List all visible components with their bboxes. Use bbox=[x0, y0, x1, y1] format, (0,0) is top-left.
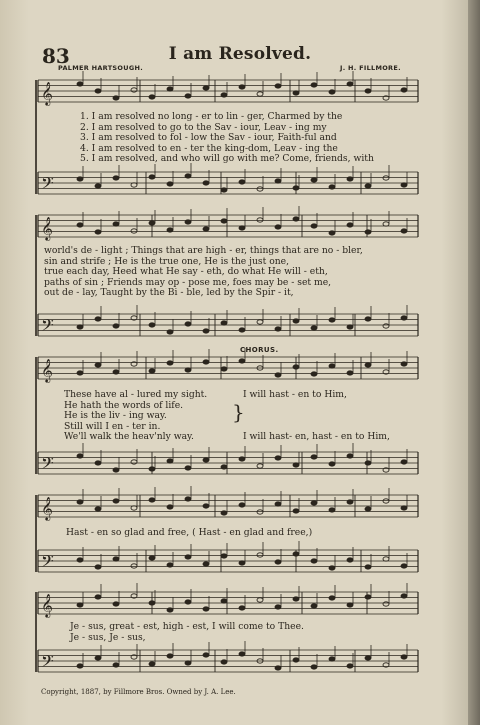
note-head bbox=[113, 499, 119, 503]
note-head bbox=[131, 183, 137, 187]
note-head bbox=[95, 461, 101, 465]
note-head bbox=[203, 181, 209, 185]
hymn-title: I am Resolved. bbox=[168, 44, 312, 64]
note-head bbox=[383, 222, 389, 226]
note-head bbox=[293, 91, 299, 95]
note-head bbox=[95, 595, 101, 599]
note-head bbox=[383, 557, 389, 561]
note-head bbox=[239, 606, 245, 610]
note-head bbox=[221, 93, 227, 97]
note-head bbox=[149, 498, 155, 502]
bass-clef-icon: 𝄢 bbox=[41, 651, 54, 675]
brace-glyph: } bbox=[232, 400, 245, 424]
note-head bbox=[329, 596, 335, 600]
treble-clef-icon: 𝄞 bbox=[41, 81, 53, 105]
note-head bbox=[239, 328, 245, 332]
treble-clef-icon: 𝄞 bbox=[41, 496, 53, 520]
bass-clef-icon: 𝄢 bbox=[41, 551, 54, 575]
note-head bbox=[293, 597, 299, 601]
note-head bbox=[95, 656, 101, 660]
note-head bbox=[77, 454, 83, 458]
note-head bbox=[257, 187, 263, 191]
note-head bbox=[275, 327, 281, 331]
note-head bbox=[131, 229, 137, 233]
note-head bbox=[257, 320, 263, 324]
note-head bbox=[257, 553, 263, 557]
note-head bbox=[347, 454, 353, 458]
note-head bbox=[113, 370, 119, 374]
note-head bbox=[401, 229, 407, 233]
note-head bbox=[113, 468, 119, 472]
note-head bbox=[167, 563, 173, 567]
note-head bbox=[329, 185, 335, 189]
note-head bbox=[347, 603, 353, 607]
note-head bbox=[185, 220, 191, 224]
note-head bbox=[203, 227, 209, 231]
chorus-lyrics-system-4: Hast - en so glad and free, ( Hast - en glad and free,) bbox=[66, 527, 313, 538]
note-head bbox=[275, 560, 281, 564]
note-head bbox=[239, 561, 245, 565]
note-head bbox=[77, 371, 83, 375]
note-head bbox=[203, 458, 209, 462]
note-head bbox=[365, 317, 371, 321]
note-head bbox=[167, 361, 173, 365]
note-head bbox=[113, 96, 119, 100]
note-head bbox=[149, 369, 155, 373]
note-head bbox=[293, 365, 299, 369]
note-head bbox=[149, 556, 155, 560]
note-head bbox=[401, 460, 407, 464]
note-head bbox=[221, 599, 227, 603]
note-head bbox=[149, 221, 155, 225]
note-head bbox=[293, 217, 299, 221]
chorus-lyrics-right: I will hast - en to Him, I will hast- en, hast - en to Him, bbox=[243, 389, 390, 443]
bass-clef-icon: 𝄢 bbox=[41, 315, 54, 339]
note-head bbox=[221, 219, 227, 223]
composer-credit: J. H. FILLMORE. bbox=[340, 64, 401, 72]
note-head bbox=[365, 184, 371, 188]
note-head bbox=[347, 371, 353, 375]
note-head bbox=[311, 501, 317, 505]
note-head bbox=[275, 502, 281, 506]
note-head bbox=[77, 177, 83, 181]
note-head bbox=[365, 89, 371, 93]
note-head bbox=[221, 511, 227, 515]
note-head bbox=[293, 186, 299, 190]
note-head bbox=[383, 499, 389, 503]
note-head bbox=[185, 94, 191, 98]
note-head bbox=[203, 653, 209, 657]
note-head bbox=[239, 457, 245, 461]
note-head bbox=[95, 507, 101, 511]
note-head bbox=[113, 557, 119, 561]
note-head bbox=[113, 324, 119, 328]
note-head bbox=[365, 461, 371, 465]
note-head bbox=[257, 218, 263, 222]
chorus-label: CHORUS. bbox=[240, 346, 279, 354]
note-head bbox=[329, 566, 335, 570]
note-head bbox=[401, 655, 407, 659]
note-head bbox=[383, 602, 389, 606]
page-number: 83 bbox=[42, 44, 70, 68]
note-head bbox=[113, 663, 119, 667]
note-head bbox=[401, 88, 407, 92]
note-head bbox=[275, 456, 281, 460]
note-head bbox=[221, 554, 227, 558]
note-head bbox=[221, 188, 227, 192]
note-head bbox=[185, 497, 191, 501]
note-head bbox=[311, 665, 317, 669]
note-head bbox=[239, 226, 245, 230]
note-head bbox=[365, 230, 371, 234]
note-head bbox=[401, 564, 407, 568]
note-head bbox=[275, 179, 281, 183]
note-head bbox=[77, 325, 83, 329]
note-head bbox=[167, 459, 173, 463]
note-head bbox=[347, 500, 353, 504]
note-head bbox=[365, 656, 371, 660]
note-head bbox=[113, 222, 119, 226]
note-head bbox=[401, 594, 407, 598]
note-head bbox=[221, 321, 227, 325]
note-head bbox=[77, 558, 83, 562]
note-head bbox=[311, 224, 317, 228]
note-head bbox=[329, 318, 335, 322]
note-head bbox=[167, 87, 173, 91]
treble-clef-icon: 𝄞 bbox=[41, 593, 53, 617]
note-head bbox=[293, 658, 299, 662]
note-head bbox=[77, 82, 83, 86]
note-head bbox=[329, 364, 335, 368]
note-head bbox=[347, 177, 353, 181]
note-head bbox=[311, 83, 317, 87]
note-head bbox=[365, 565, 371, 569]
note-head bbox=[329, 90, 335, 94]
note-head bbox=[131, 506, 137, 510]
note-head bbox=[347, 558, 353, 562]
note-head bbox=[185, 661, 191, 665]
note-head bbox=[311, 559, 317, 563]
note-head bbox=[131, 564, 137, 568]
note-head bbox=[365, 507, 371, 511]
note-head bbox=[167, 654, 173, 658]
note-head bbox=[77, 223, 83, 227]
note-head bbox=[401, 506, 407, 510]
note-head bbox=[221, 367, 227, 371]
note-head bbox=[365, 595, 371, 599]
note-head bbox=[275, 666, 281, 670]
chorus-lyrics-system-5: Je - sus, great - est, high - est, I will come to Thee. Je - sus, Je - sus, bbox=[70, 621, 304, 643]
copyright-footer: Copyright, 1887, by Fillmore Bros. Owned by J. A. Lee. bbox=[41, 688, 236, 696]
verse-lyrics-system-1: 1. I am resolved no long - er to lin - ger, Charmed by the 2. I am resolved to go to the Sav - iour, Leav - ing my 3. I am resolved to fol - low the Sav - iour, Faith-ful and 4. I am resolved to en - ter the king-dom, Leav - ing the 5. I am resolved, and who will go with me? Come, friends, with bbox=[80, 111, 374, 165]
note-head bbox=[95, 230, 101, 234]
note-head bbox=[275, 225, 281, 229]
note-head bbox=[95, 363, 101, 367]
note-head bbox=[185, 600, 191, 604]
bass-clef-icon: 𝄢 bbox=[41, 173, 54, 197]
note-head bbox=[257, 464, 263, 468]
note-head bbox=[131, 460, 137, 464]
bass-clef-icon: 𝄢 bbox=[41, 453, 54, 477]
note-head bbox=[401, 316, 407, 320]
note-head bbox=[203, 607, 209, 611]
note-head bbox=[293, 319, 299, 323]
note-head bbox=[167, 182, 173, 186]
note-head bbox=[311, 178, 317, 182]
note-head bbox=[293, 552, 299, 556]
verse-lyrics-system-2: world's de - light ; Things that are high - er, things that are no - bler, sin and strife ; He is the true one, He is the just one, true each day, Heed what He say - eth, do what He will - eth, paths of sin ; Friends may op - pose me, foes may be - set me, out de - lay, Taught by the Bi - ble, led by the Spir - it, bbox=[44, 245, 363, 299]
note-head bbox=[221, 465, 227, 469]
note-head bbox=[95, 184, 101, 188]
note-head bbox=[185, 466, 191, 470]
note-head bbox=[347, 82, 353, 86]
note-head bbox=[203, 329, 209, 333]
note-head bbox=[257, 92, 263, 96]
note-head bbox=[401, 362, 407, 366]
note-head bbox=[203, 360, 209, 364]
lyricist-credit: PALMER HARTSOUGH. bbox=[58, 64, 143, 72]
note-head bbox=[383, 176, 389, 180]
note-head bbox=[329, 231, 335, 235]
note-head bbox=[149, 323, 155, 327]
note-head bbox=[239, 359, 245, 363]
note-head bbox=[149, 175, 155, 179]
note-head bbox=[203, 562, 209, 566]
note-head bbox=[185, 555, 191, 559]
note-head bbox=[167, 228, 173, 232]
note-head bbox=[401, 183, 407, 187]
note-head bbox=[167, 505, 173, 509]
note-head bbox=[203, 86, 209, 90]
note-head bbox=[185, 174, 191, 178]
note-head bbox=[293, 509, 299, 513]
note-head bbox=[77, 500, 83, 504]
note-head bbox=[113, 176, 119, 180]
note-head bbox=[347, 223, 353, 227]
note-head bbox=[149, 601, 155, 605]
note-head bbox=[275, 84, 281, 88]
note-head bbox=[95, 317, 101, 321]
note-head bbox=[311, 372, 317, 376]
note-head bbox=[347, 664, 353, 668]
note-head bbox=[311, 326, 317, 330]
note-head bbox=[257, 598, 263, 602]
note-head bbox=[275, 373, 281, 377]
note-head bbox=[131, 88, 137, 92]
note-head bbox=[167, 330, 173, 334]
note-head bbox=[77, 603, 83, 607]
note-head bbox=[95, 565, 101, 569]
note-head bbox=[239, 180, 245, 184]
note-head bbox=[149, 662, 155, 666]
note-head bbox=[221, 660, 227, 664]
note-head bbox=[329, 462, 335, 466]
note-head bbox=[239, 85, 245, 89]
note-head bbox=[347, 325, 353, 329]
note-head bbox=[329, 508, 335, 512]
note-head bbox=[311, 455, 317, 459]
note-head bbox=[257, 510, 263, 514]
note-head bbox=[239, 652, 245, 656]
note-head bbox=[95, 89, 101, 93]
note-head bbox=[383, 324, 389, 328]
note-head bbox=[275, 605, 281, 609]
note-head bbox=[77, 664, 83, 668]
note-head bbox=[149, 95, 155, 99]
note-head bbox=[113, 602, 119, 606]
note-head bbox=[365, 363, 371, 367]
note-head bbox=[329, 657, 335, 661]
treble-clef-icon: 𝄞 bbox=[41, 358, 53, 382]
note-head bbox=[203, 504, 209, 508]
treble-clef-icon: 𝄞 bbox=[41, 216, 53, 240]
note-head bbox=[311, 604, 317, 608]
verse-lyrics-system-3: These have al - lured my sight. He hath the words of life. He is the liv - ing way. Still will I en - ter in. We'll walk the heav'nly way. bbox=[64, 389, 208, 443]
note-head bbox=[239, 503, 245, 507]
note-head bbox=[149, 467, 155, 471]
note-head bbox=[167, 608, 173, 612]
note-head bbox=[185, 368, 191, 372]
note-head bbox=[185, 322, 191, 326]
note-head bbox=[293, 463, 299, 467]
